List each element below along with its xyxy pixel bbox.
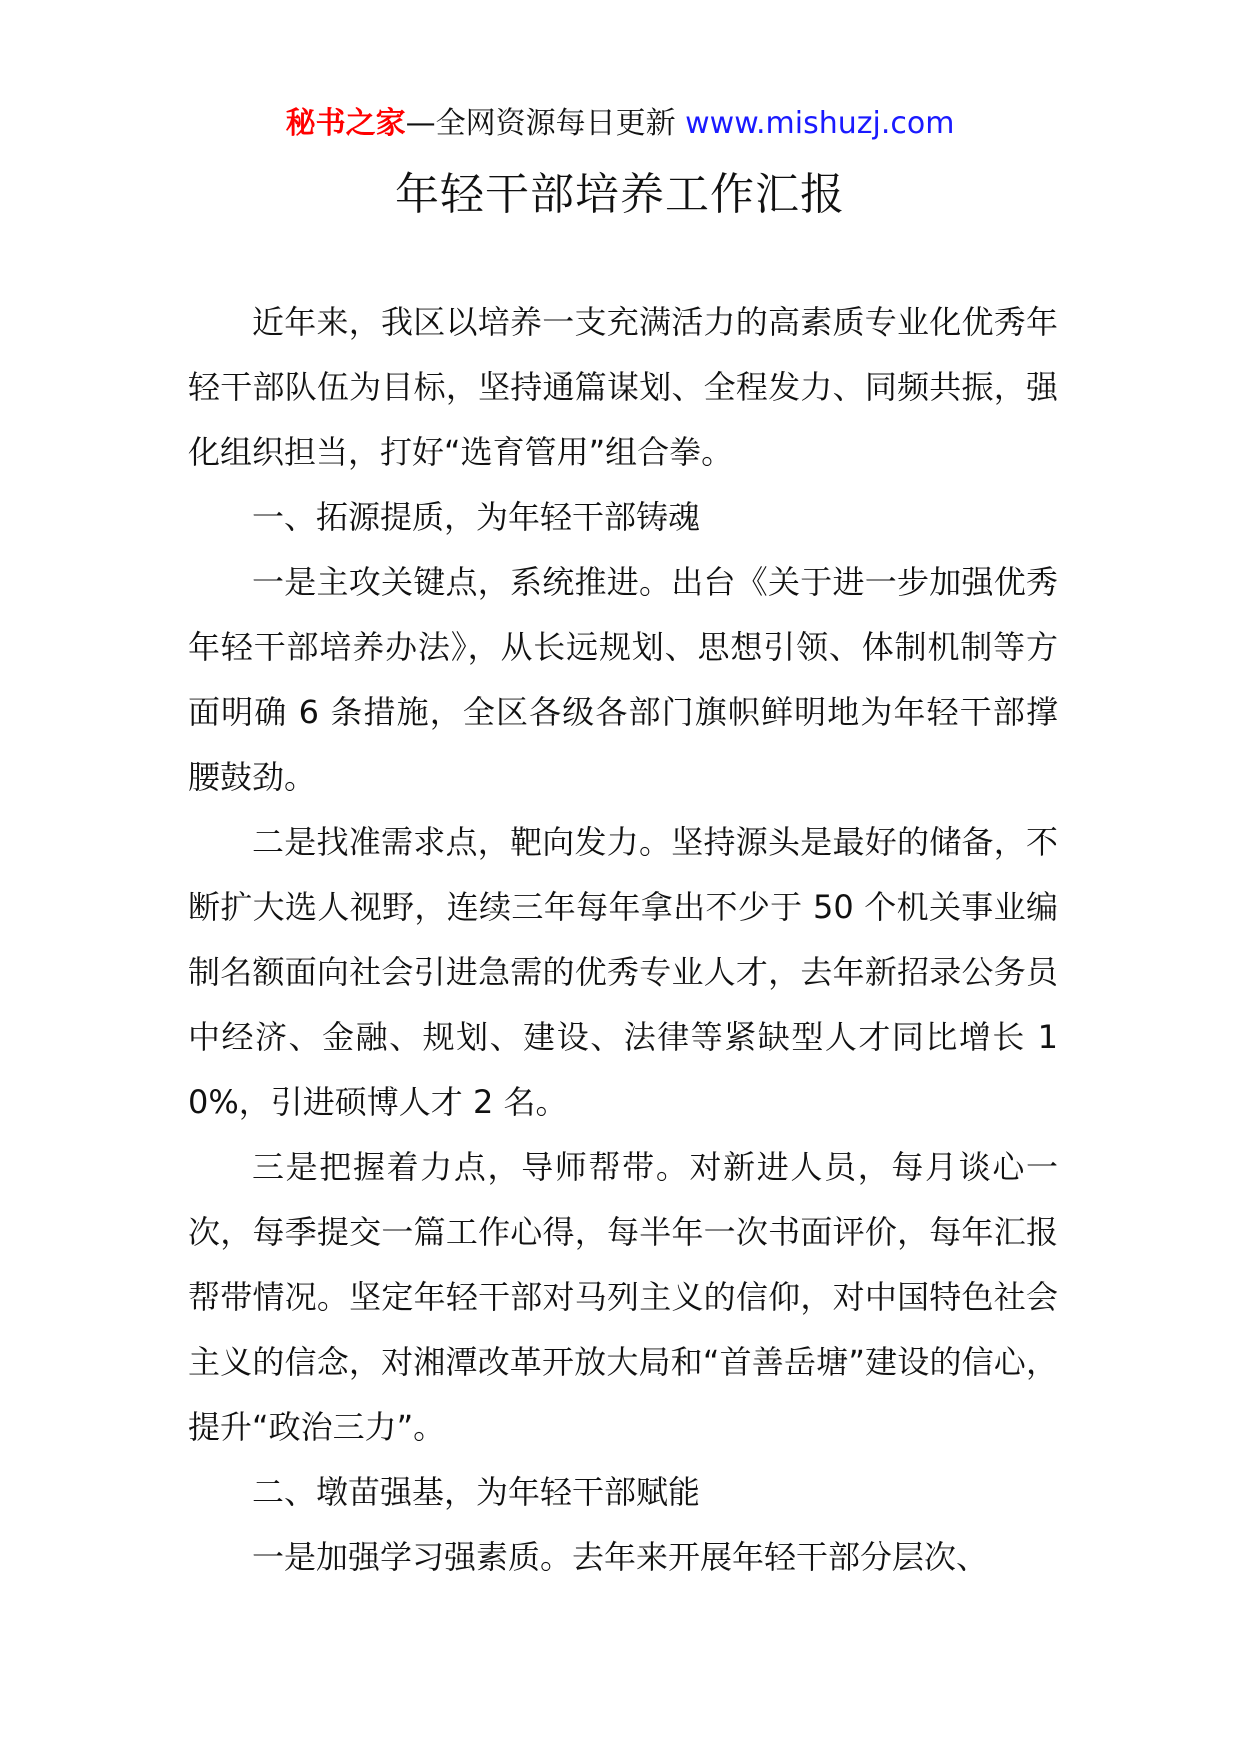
section1-paragraph-1: 一是主攻关键点，系统推进。出台《关于进一步加强优秀年轻干部培养办法》，从长远规划、思想引领、体制机制等方面明确 6 条措施，全区各级各部门旗帜鲜明地为年轻干部撑腰鼓劲。 xyxy=(188,563,1058,796)
document-title: 年轻干部培养工作汇报 xyxy=(395,169,845,220)
intro-paragraph: 近年来，我区以培养一支充满活力的高素质专业化优秀年轻干部队伍为目标，坚持通篇谋划、全程发力、同频共振，强化组织担当，打好“选育管用”组合拳。 xyxy=(188,303,1058,471)
site-url-link[interactable]: www.mishuzj.com xyxy=(685,106,955,141)
section2-paragraph-1: 一是加强学习强素质。去年来开展年轻干部分层次、 xyxy=(252,1538,989,1576)
brand-name: 秘书之家 xyxy=(285,106,406,141)
header-slogan: —全网资源每日更新 xyxy=(405,106,676,141)
section1-paragraph-3: 三是把握着力点，导师帮带。对新进人员，每月谈心一次，每季提交一篇工作心得，每半年一次书面评价，每年汇报帮带情况。坚定年轻干部对马列主义的信仰，对中国特色社会主义的信念，对湘潭改革开放大局和“首善岳塘”建设的信心，提升“政治三力”。 xyxy=(188,1148,1058,1446)
document-body xyxy=(188,290,1058,1590)
section-heading-2: 二、墩苗强基，为年轻干部赋能 xyxy=(252,1473,701,1511)
site-header xyxy=(0,100,1240,148)
section-heading-1: 一、拓源提质，为年轻干部铸魂 xyxy=(252,498,701,536)
section1-paragraph-2: 二是找准需求点，靶向发力。坚持源头是最好的储备，不断扩大选人视野，连续三年每年拿出不少于 50 个机关事业编制名额面向社会引进急需的优秀专业人才，去年新招录公务员中经济、金融、规划、建设、法律等紧缺型人才同比增长 10%，引进硕博人才 2 名。 xyxy=(188,823,1058,1121)
